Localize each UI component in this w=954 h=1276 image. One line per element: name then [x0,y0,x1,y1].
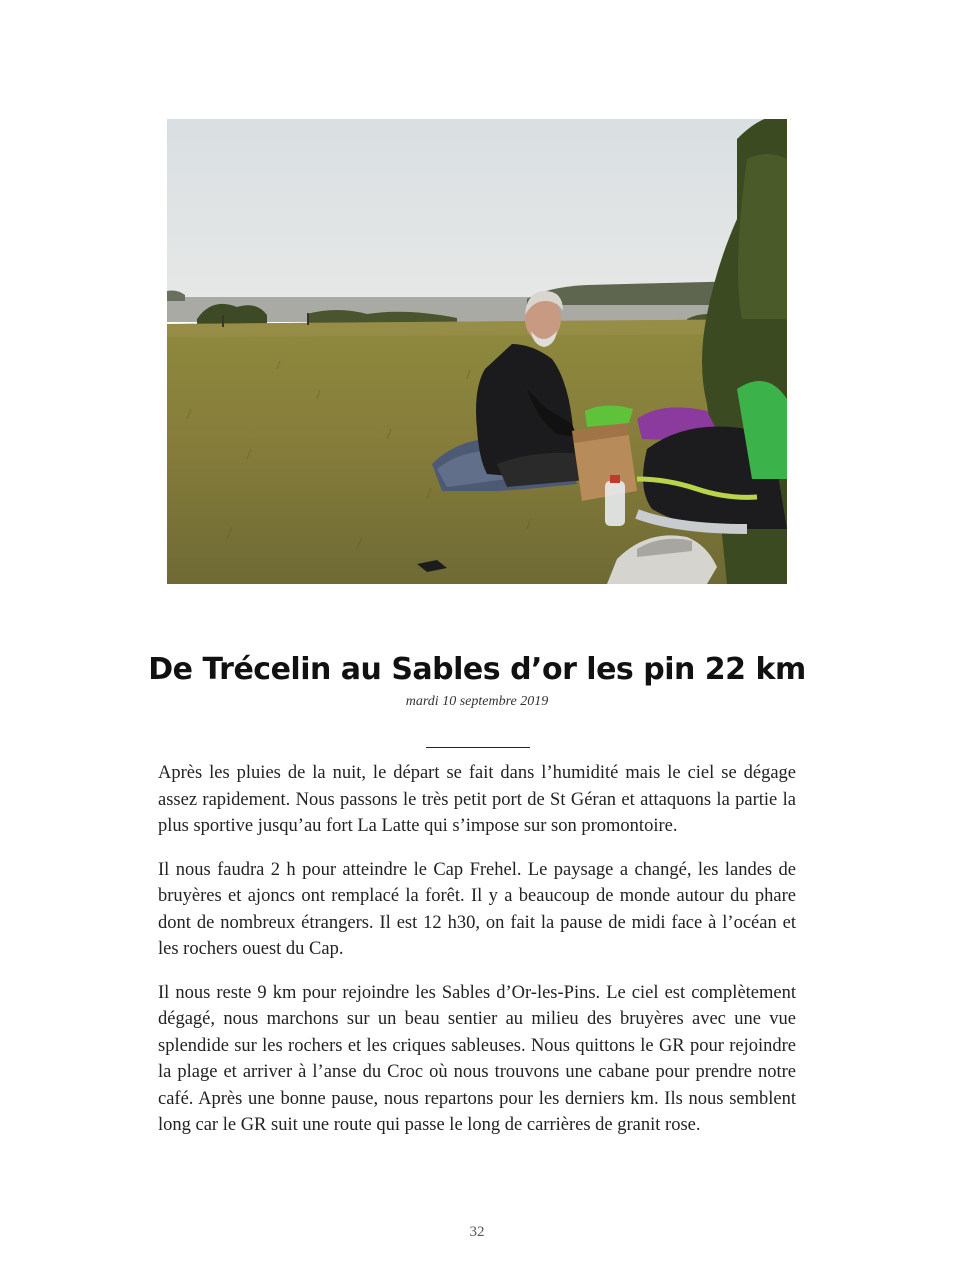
paragraph: Après les pluies de la nuit, le départ se fait dans l’humidité mais le ciel se dégage assez rapidement. Nous passons le très petit port de St Géran et attaquons la partie la plus sportive jusqu’au fort La Latte qui s’impose sur son promontoire. [158,763,796,836]
article-body [158,760,796,1156]
entry-date: mardi 10 septembre 2019 [405,694,549,709]
paragraph: Il nous reste 9 km pour rejoindre les Sables d’Or-les-Pins. Le ciel est complètement dégagé, nous marchons sur un beau sentier au milieu des bruyères avec une vue splendide sur les rochers et les criques sableuses. Nous quittons le GR pour rejoindre la plage et arriver à l’anse du Croc où nous trouvons une cabane pour prendre notre café. Après une bonne pause, nous repartons pour les derniers km. Ils nous semblent long car le GR suit une route qui passe le long de carrières de granit rose. [158,982,796,1135]
paragraph: Il nous faudra 2 h pour atteindre le Cap Frehel. Le paysage a changé, les landes de bruyères et ajoncs ont remplacé la forêt. Il y a beaucoup de monde autour du phare dont de nombreux étrangers. Il est 12 h30, on fait la pause de midi face à l’océan et les rochers ouest du Cap. [158,859,796,959]
hiker-photo [167,119,787,584]
section-divider [426,747,530,748]
page-title: De Trécelin au Sables d’or les pin 22 km [148,652,806,687]
page-number: 32 [469,1224,485,1240]
